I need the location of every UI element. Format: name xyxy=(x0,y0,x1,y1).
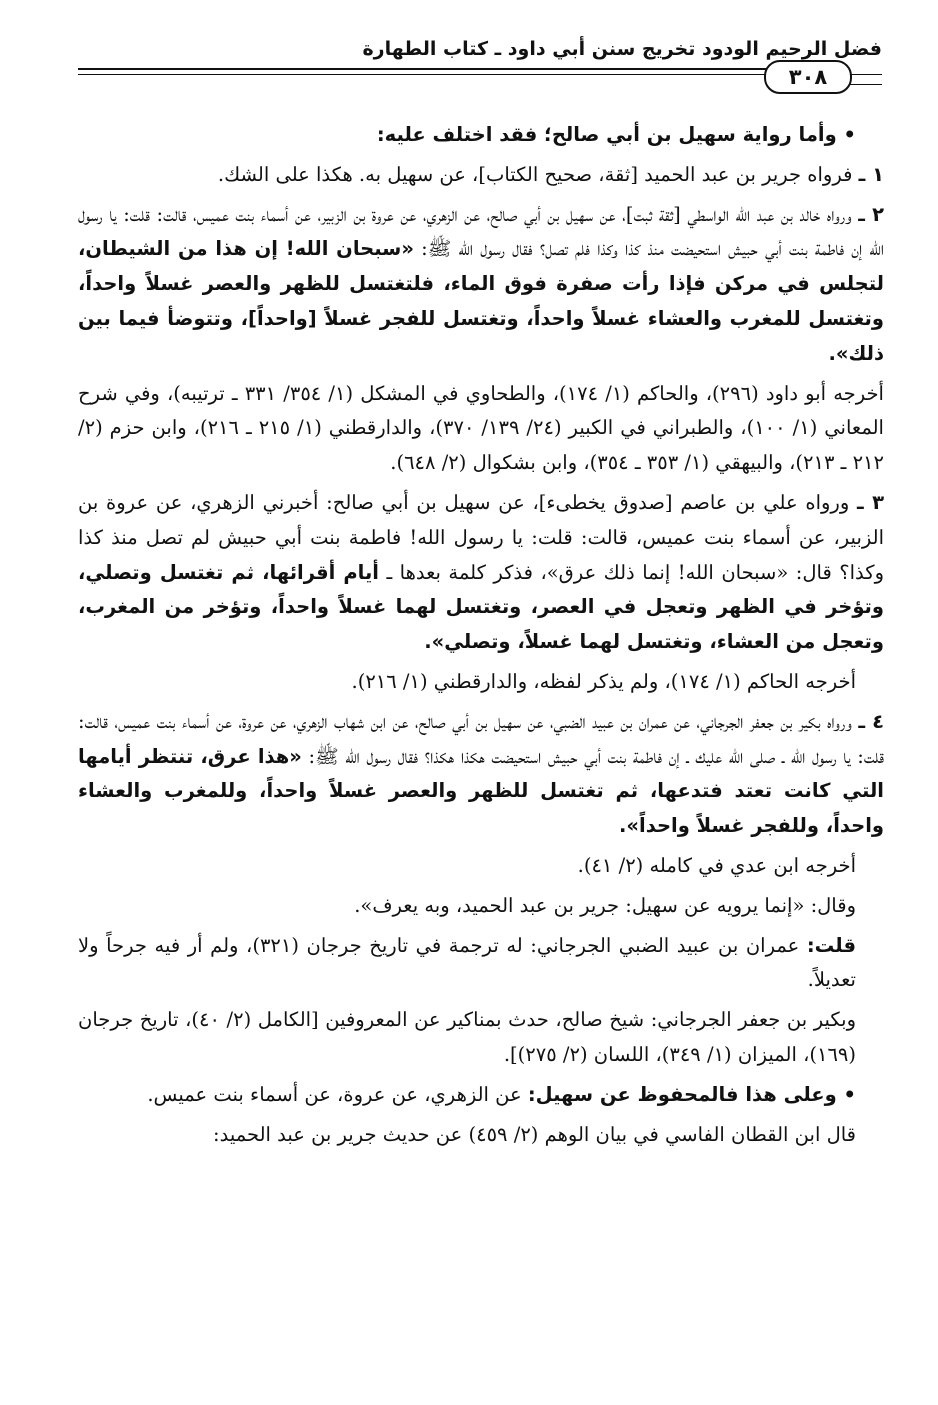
paragraph xyxy=(78,118,884,153)
paragraph xyxy=(78,1118,884,1153)
paragraph-text: وبكير بن جعفر الجرجاني: شيخ صالح، حدث بمناكير عن المعروفين [الكامل (٢/ ٤٠)، تاريخ جرجان (١٦٩)، الميزان (١/ ٣٤٩)، اللسان (٢/ ٢٧٥)]. xyxy=(78,1008,856,1066)
paragraph xyxy=(78,889,884,924)
hadith-quote: «سبحان الله! إن هذا من الشيطان، لتجلس في مركن فإذا رأت صفرة فوق الماء، فلتغتسل للظهر والعصر غسلاً واحداً، وتغتسل للمغرب والعشاء غسلاً واحداً، وتغتسل للفجر غسلاً [واحداً]، وتتوضأ فيما بين ذلك». xyxy=(78,237,884,365)
body-text xyxy=(78,118,884,1157)
header-rule-thin xyxy=(78,74,804,75)
paragraph-text: وقال: «إنما يرويه عن سهيل: جرير بن عبد الحميد، وبه يعرف». xyxy=(354,893,856,917)
paragraph xyxy=(78,377,884,481)
paragraph-lead: قلت: xyxy=(806,933,857,957)
header-rule-right-bottom xyxy=(848,84,882,85)
paragraph-text: قال ابن القطان الفاسي في بيان الوهم (٢/ ٤٥٩) عن حديث جرير بن عبد الحميد: xyxy=(213,1122,856,1146)
item-number: ٢ ـ xyxy=(858,202,884,226)
paragraph xyxy=(78,705,884,844)
item-number: ٣ ـ xyxy=(857,490,884,514)
section-lead: • وأما رواية سهيل بن أبي صالح؛ فقد اختلف عليه: xyxy=(376,123,856,146)
hadith-quote: أيام أقرائها، ثم تغتسل وتصلي، وتؤخر في الظهر وتعجل في العصر، وتغتسل لهما غسلاً واحداً، وتؤخر من المغرب، وتعجل من العشاء، وتغتسل لهما غسلاً، وتصلي». xyxy=(78,560,884,654)
header-rule xyxy=(78,68,804,70)
paragraph-text: عن الزهري، عن عروة، عن أسماء بنت عميس. xyxy=(147,1082,522,1106)
paragraph xyxy=(78,665,884,700)
hadith-quote: «هذا عرق، تنتظر أيامها التي كانت تعتد فتدعها، ثم تغتسل للظهر والعصر غسلاً واحداً، وللمغرب والعشاء واحداً، وللفجر غسلاً واحداً». xyxy=(78,744,884,838)
paragraph xyxy=(78,1003,884,1073)
item-number: ٤ ـ xyxy=(858,709,884,733)
paragraph xyxy=(78,158,884,193)
header-rule-right-top xyxy=(848,74,882,75)
paragraph xyxy=(78,198,884,372)
paragraph-text: أخرجه الحاكم (١/ ١٧٤)، ولم يذكر لفظه، والدارقطني (١/ ٢١٦). xyxy=(351,669,856,693)
paragraph-text: أخرجه ابن عدي في كامله (٢/ ٤١). xyxy=(577,853,856,877)
paragraph xyxy=(78,486,884,660)
paragraph xyxy=(78,929,884,999)
paragraph-text: أخرجه أبو داود (٢٩٦)، والحاكم (١/ ١٧٤)، والطحاوي في المشكل (١/ ٣٥٤/ ٣٣١ ـ ترتيبه)، وفي شرح المعاني (١/ ١٠٠)، والطبراني في الكبير (٢٤/ ١٣٩/ ٣٧٠)، والدارقطني (١/ ٢١٥ ـ ٢١٦)، وابن حزم (٢/ ٢١٢ ـ ٢١٣)، والبيهقي (١/ ٣٥٣ ـ ٣٥٤)، وابن بشكوال (٢/ ٦٤٨). xyxy=(78,381,884,475)
item-number: ١ ـ xyxy=(858,162,884,186)
running-header: فضل الرحيم الودود تخريج سنن أبي داود ـ كتاب الطهارة xyxy=(362,38,882,60)
page-number: ٣٠٨ xyxy=(764,60,852,94)
paragraph-text: ورواه خالد بن عبد الله الواسطي [ثقة ثبت]، عن سهيل بن أبي صالح، عن الزهري، عن عروة بن الزبير، عن أسماء بنت عميس، قالت: قلت: يا رسول الله إن فاطمة بنت أبي حبيش استحيضت منذ كذا وكذا فلم تصل؟ فقال رسول الله ﷺ: xyxy=(78,202,885,261)
paragraph-text: عمران بن عبيد الضبي الجرجاني: له ترجمة في تاريخ جرجان (٣٢١)، ولم أر فيه جرحاً ولا تعديلاً. xyxy=(78,933,856,992)
paragraph xyxy=(78,1078,884,1113)
section-lead: • وعلى هذا فالمحفوظ عن سهيل: xyxy=(527,1082,856,1106)
paragraph xyxy=(78,849,884,884)
paragraph-text: ورواه علي بن عاصم [صدوق يخطىء]، عن سهيل بن أبي صالح: أخبرني الزهري، عن عروة بن الزبير، عن أسماء بنت عميس، قالت: قلت: يا رسول الله! فاطمة بنت أبي حبيش لم تصل منذ كذا وكذا؟ قال: «سبحان الله! إنما ذلك عرق»، فذكر كلمة بعدها ـ xyxy=(78,490,884,584)
paragraph-text: فرواه جرير بن عبد الحميد [ثقة، صحيح الكتاب]، عن سهيل به. هكذا على الشك. xyxy=(217,162,853,186)
paragraph-text: ورواه بكير بن جعفر الجرجاني، عن عمران بن عبيد الضبي، عن سهيل بن أبي صالح، عن ابن شهاب الزهري، عن عروة، عن أسماء بنت عميس، قالت: قلت: يا رسول الله ـ صلى الله عليك ـ إن فاطمة بنت أبي حبيش استحيضت هكذا هكذا؟ فقال رسول الله ﷺ: xyxy=(78,709,884,768)
